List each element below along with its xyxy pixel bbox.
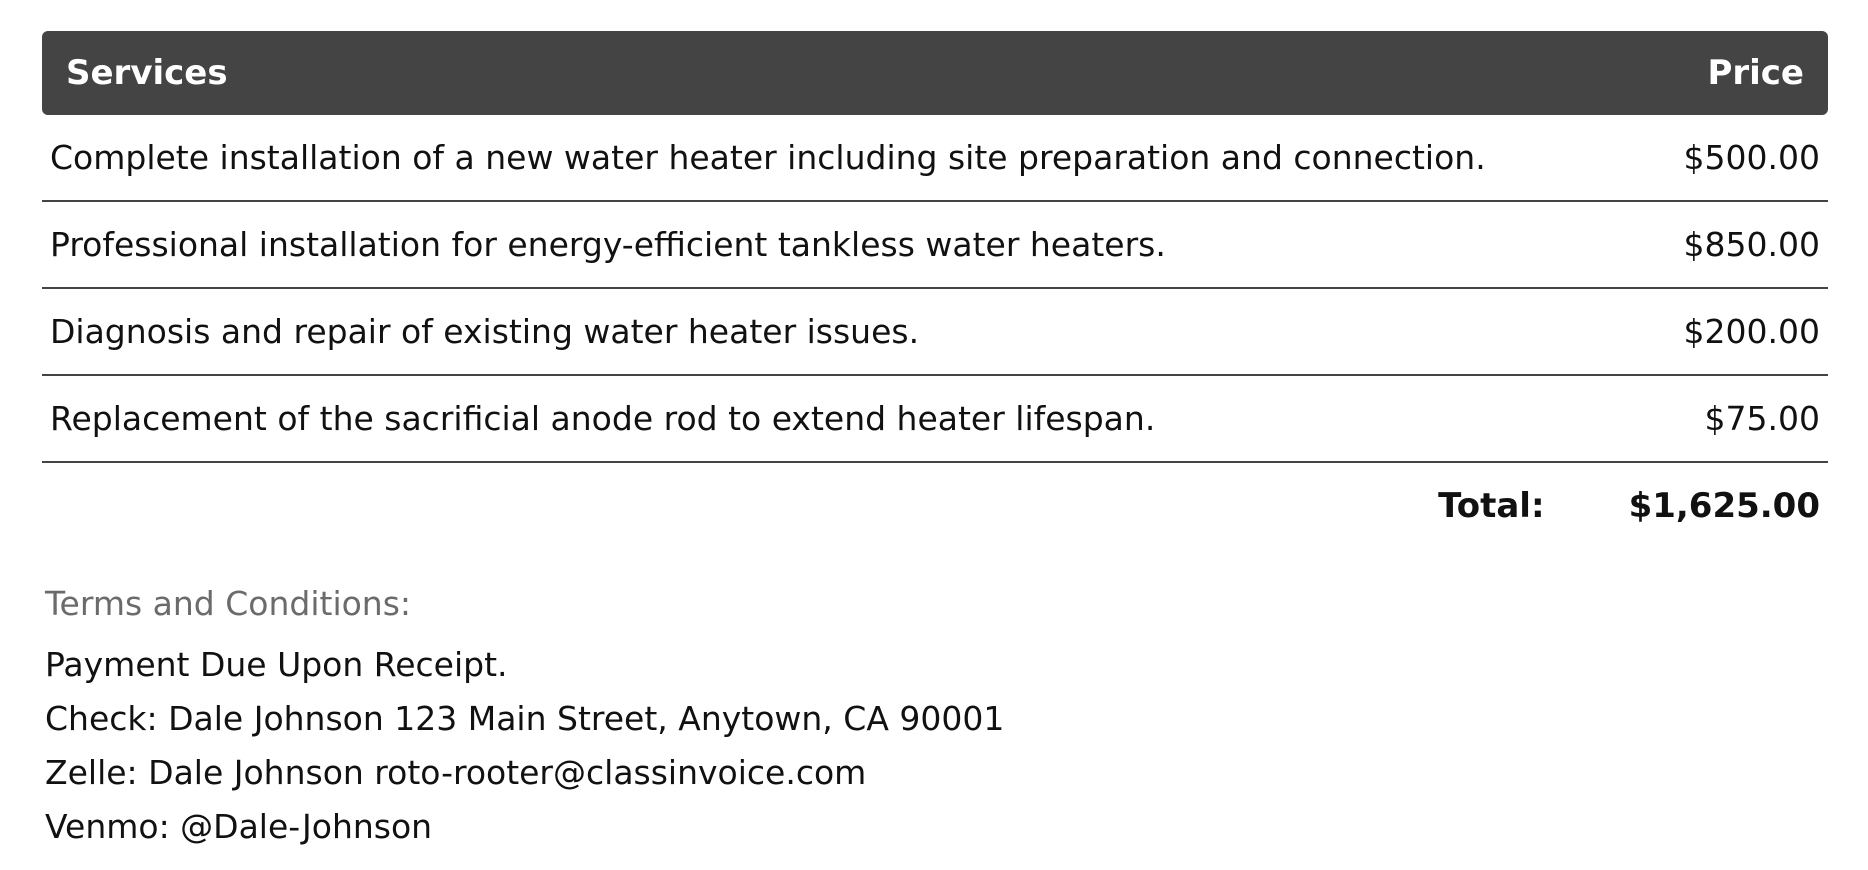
service-row	[42, 115, 1828, 202]
service-description: Complete installation of a new water heater including site preparation and connection.	[50, 138, 1486, 177]
services-column-header: Services	[66, 53, 228, 93]
check-payment-line: Check: Dale Johnson 123 Main Street, Anytown, CA 90001	[45, 699, 1005, 738]
total-row	[42, 463, 1828, 549]
table-header	[42, 31, 1828, 115]
services-table	[42, 31, 1828, 549]
service-description: Replacement of the sacrificial anode rod to extend heater lifespan.	[50, 399, 1156, 438]
total-value: $1,625.00	[1628, 486, 1820, 526]
service-row	[42, 289, 1828, 376]
service-price: $500.00	[1683, 138, 1820, 177]
service-price: $75.00	[1704, 399, 1820, 438]
service-row	[42, 202, 1828, 289]
price-column-header: Price	[1707, 53, 1804, 93]
service-row	[42, 376, 1828, 463]
venmo-payment-line: Venmo: @Dale-Johnson	[45, 807, 433, 846]
terms-section	[45, 582, 1245, 854]
service-description: Professional installation for energy-efficient tankless water heaters.	[50, 225, 1166, 264]
payment-due-line: Payment Due Upon Receipt.	[45, 645, 508, 684]
zelle-payment-line: Zelle: Dale Johnson roto-rooter@classinvoice.com	[45, 753, 867, 792]
service-price: $850.00	[1683, 225, 1820, 264]
service-description: Diagnosis and repair of existing water heater issues.	[50, 312, 920, 351]
service-price: $200.00	[1683, 312, 1820, 351]
terms-title: Terms and Conditions:	[45, 584, 412, 623]
total-label: Total:	[1438, 486, 1545, 526]
